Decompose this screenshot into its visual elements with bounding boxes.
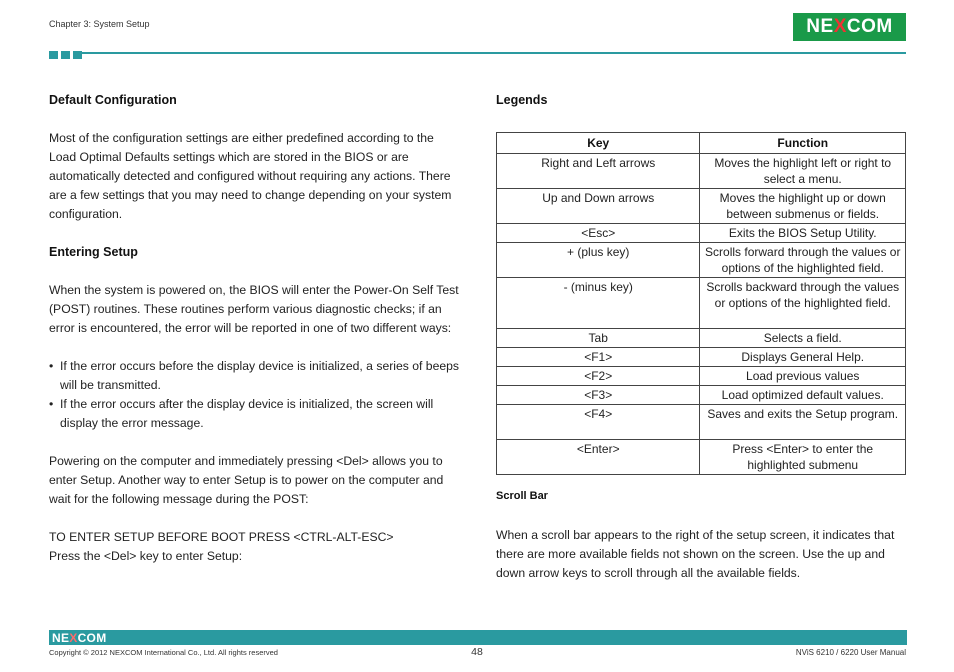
table-row: [497, 440, 906, 475]
key-cell: Right and Left arrows: [497, 154, 700, 189]
function-cell: Load previous values: [700, 367, 906, 386]
table-header-row: [497, 133, 906, 154]
scrollbar-heading: Scroll Bar: [496, 490, 548, 502]
default-config-body: Most of the configuration settings are either predefined according to the Load Optimal Defaults settings which are stored in the BIOS or are automatically detected and configured without requiring any actions. There are a few settings that you may need to change depending on your system configuration.: [49, 131, 452, 221]
table-row: [497, 329, 906, 348]
bullet-icon: •: [49, 397, 54, 411]
function-cell: Moves the highlight left or right to select a menu.: [700, 154, 906, 189]
key-cell: <Enter>: [497, 440, 700, 475]
function-cell: Load optimized default values.: [700, 386, 906, 405]
key-cell: <F1>: [497, 348, 700, 367]
column-header: Key: [497, 133, 700, 154]
function-cell: Selects a field.: [700, 329, 906, 348]
key-cell: <F3>: [497, 386, 700, 405]
table-row: [497, 386, 906, 405]
legends-table: [496, 132, 906, 475]
table-row: [497, 189, 906, 224]
copyright-text: Copyright © 2012 NEXCOM International Co., Ltd. All rights reserved: [49, 648, 278, 657]
function-cell: Displays General Help.: [700, 348, 906, 367]
entering-setup-body: When the system is powered on, the BIOS will enter the Power-On Self Test (POST) routines. These routines perform various diagnostic checks; if an error is encountered, the error will be reported in one of two different ways:: [49, 283, 459, 335]
scrollbar-body: When a scroll bar appears to the right of the setup screen, it indicates that there are more available fields not shown on the screen. Use the up and down arrow keys to scroll through all the available fields.: [496, 528, 895, 580]
function-cell: Scrolls backward through the values or options of the highlighted field.: [700, 278, 906, 329]
chapter-title: Chapter 3: System Setup: [49, 19, 150, 29]
page-number: 48: [471, 646, 483, 658]
key-cell: <Esc>: [497, 224, 700, 243]
table-row: [497, 224, 906, 243]
list-item: • If the error occurs before the display device is initialized, a series of beeps will be transmitted.: [49, 357, 461, 395]
table-row: [497, 367, 906, 386]
function-cell: Moves the highlight up or down between submenus or fields.: [700, 189, 906, 224]
function-cell: Saves and exits the Setup program.: [700, 405, 906, 440]
table-row: [497, 348, 906, 367]
footer-bar: [49, 630, 907, 645]
key-cell: Tab: [497, 329, 700, 348]
column-header: Function: [700, 133, 906, 154]
key-cell: - (minus key): [497, 278, 700, 329]
entering-setup-heading: Entering Setup: [49, 245, 138, 259]
bullet-icon: •: [49, 359, 54, 373]
post-message-line1: TO ENTER SETUP BEFORE BOOT PRESS <CTRL-ALT-ESC>: [49, 530, 394, 544]
manual-title: NViS 6210 / 6220 User Manual: [795, 648, 906, 657]
post-message-line2: Press the <Del> key to enter Setup:: [49, 549, 243, 563]
key-cell: <F4>: [497, 405, 700, 440]
function-cell: Exits the BIOS Setup Utility.: [700, 224, 906, 243]
key-cell: Up and Down arrows: [497, 189, 700, 224]
error-bullet-list: [49, 357, 461, 433]
table-row: [497, 278, 906, 329]
key-cell: <F2>: [497, 367, 700, 386]
right-column: [496, 91, 906, 110]
table-row: [497, 405, 906, 440]
header-divider: [78, 52, 906, 54]
table-row: [497, 154, 906, 189]
key-cell: + (plus key): [497, 243, 700, 278]
footer-nexcom-logo: NEXCOM: [52, 631, 107, 645]
left-column: [49, 91, 461, 566]
function-cell: Press <Enter> to enter the highlighted submenu: [700, 440, 906, 475]
default-config-heading: Default Configuration: [49, 93, 177, 107]
list-item: • If the error occurs after the display device is initialized, the screen will display the error message.: [49, 395, 461, 433]
table-row: [497, 243, 906, 278]
function-cell: Scrolls forward through the values or options of the highlighted field.: [700, 243, 906, 278]
legends-heading: Legends: [496, 93, 548, 107]
nexcom-logo: NEXCOM: [793, 13, 906, 41]
powering-body: Powering on the computer and immediately pressing <Del> allows you to enter Setup. Another way to enter Setup is to power on the computer and wait for the following message during the POST:: [49, 454, 444, 506]
